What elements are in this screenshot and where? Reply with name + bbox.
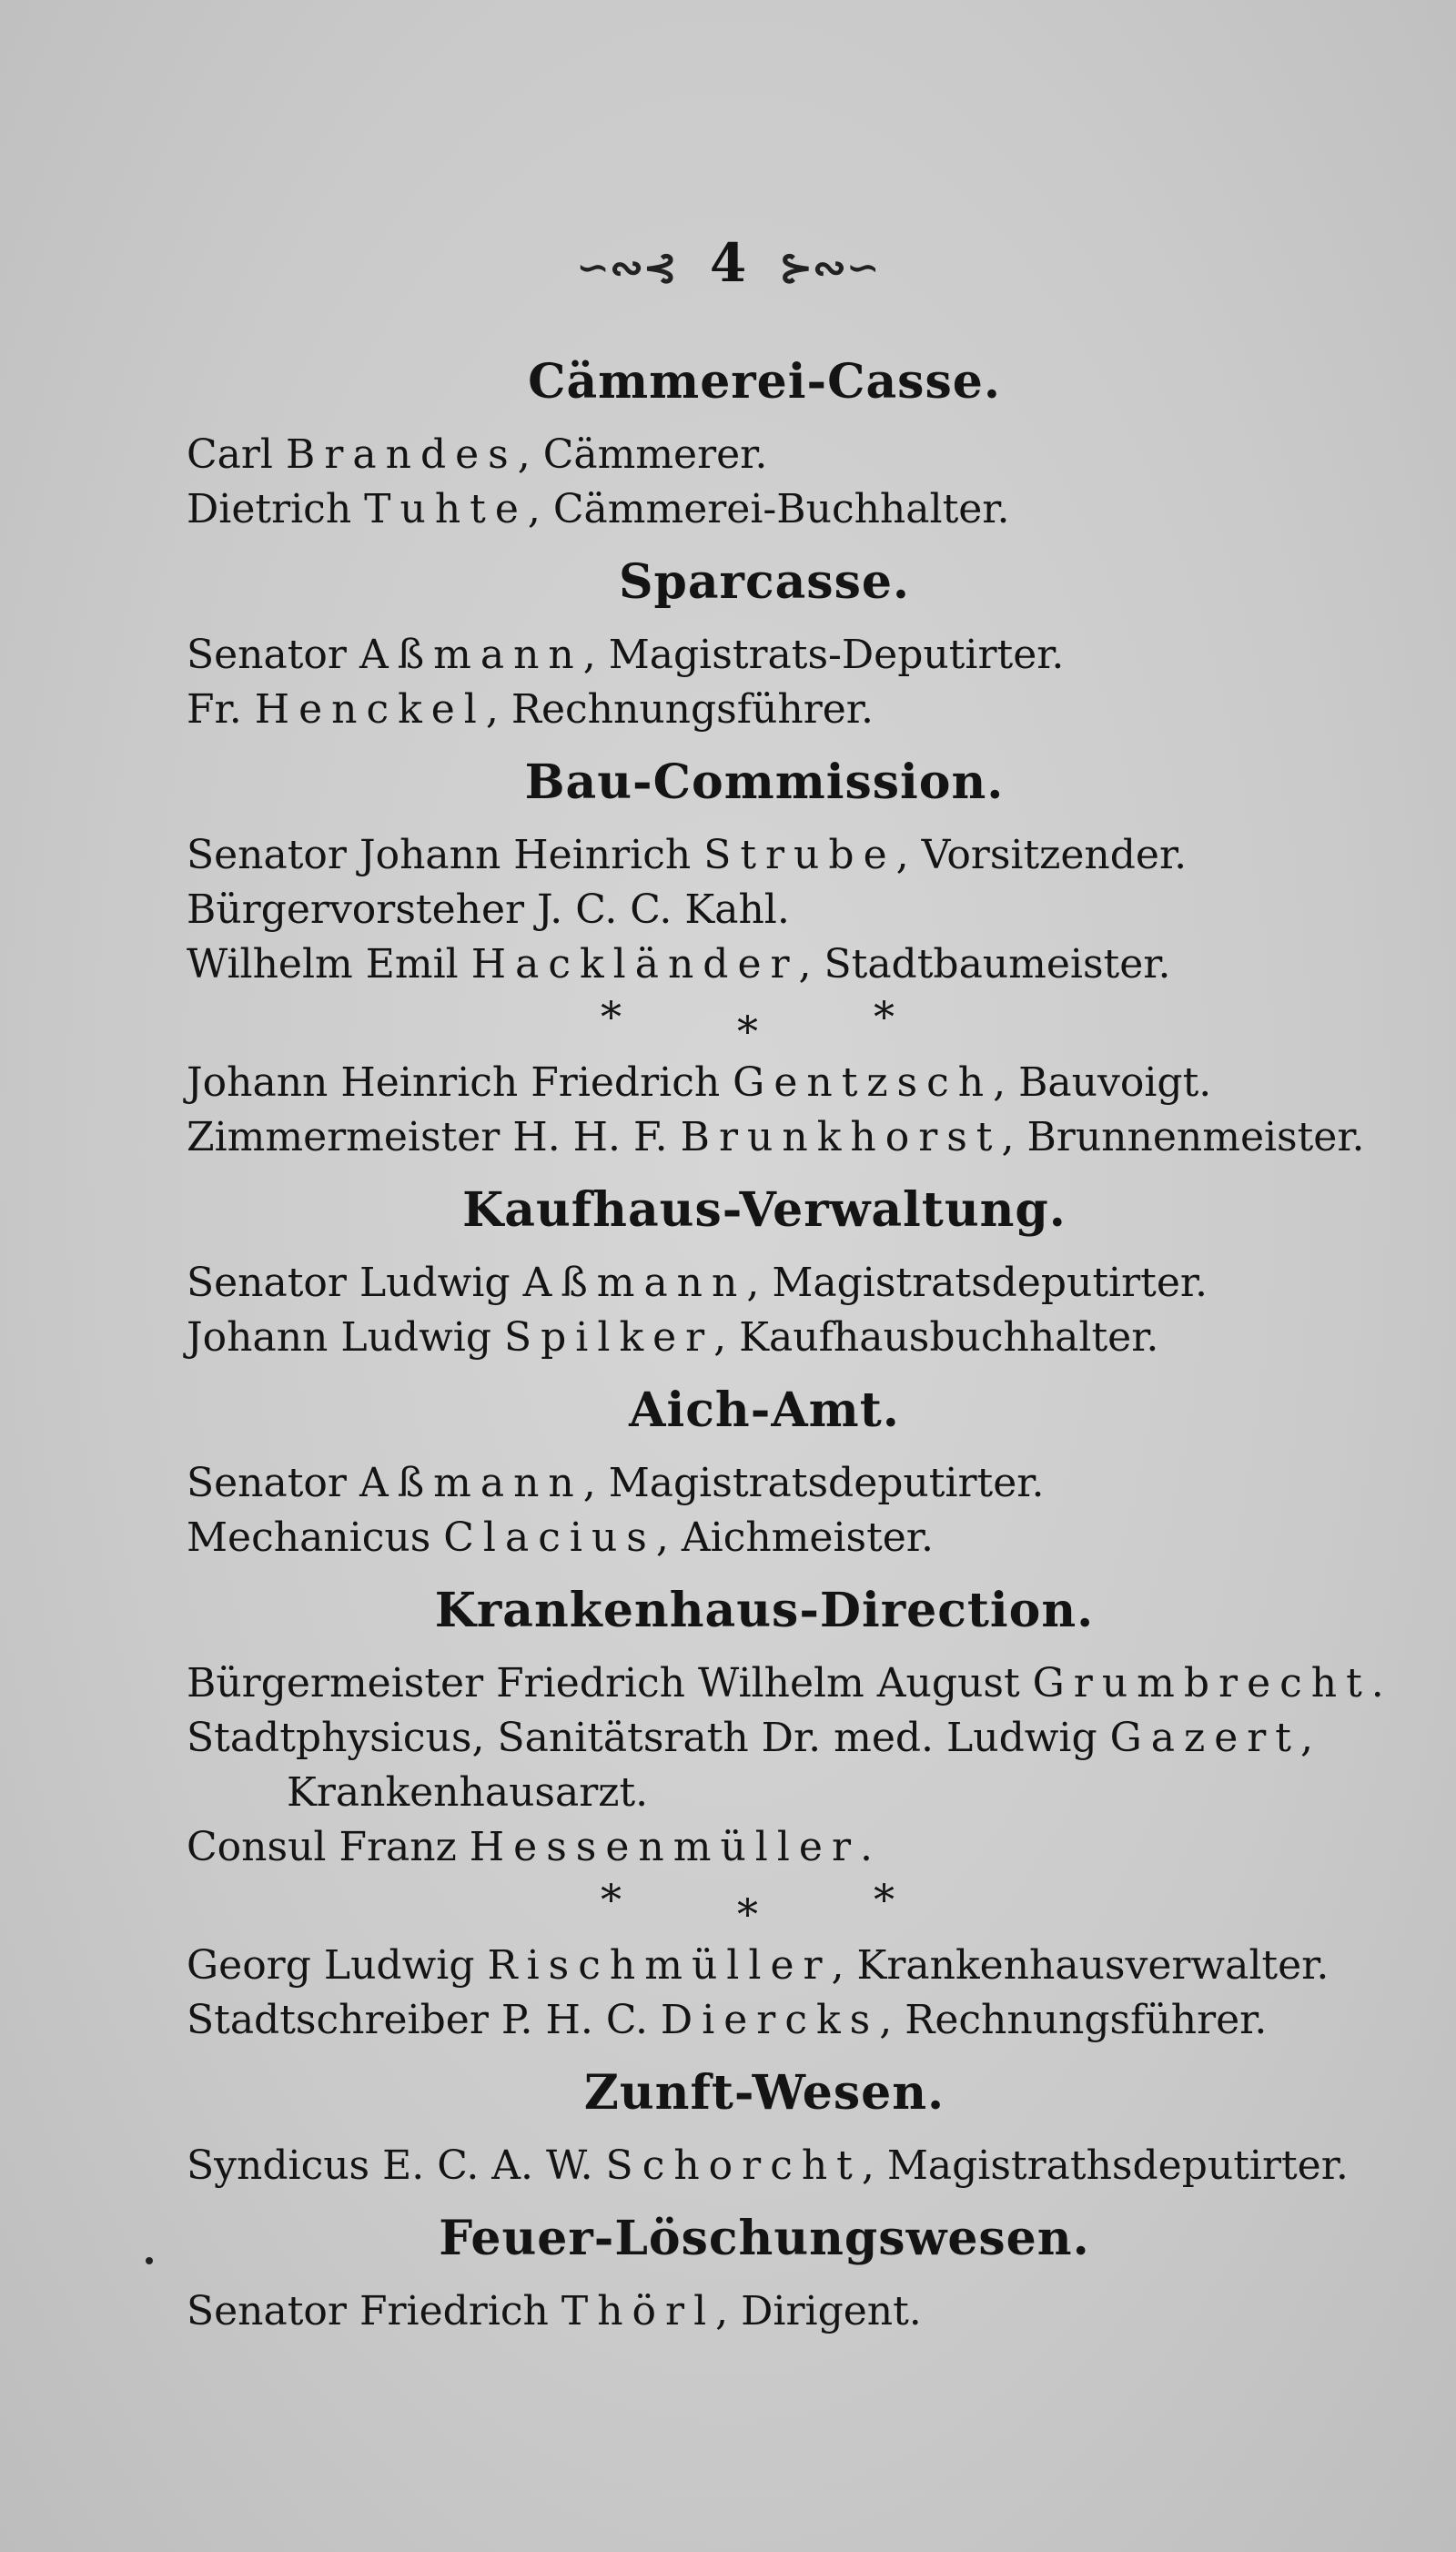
entry-role: , Magistrathsdeputirter. <box>861 2142 1349 2189</box>
entry-surname: Gazert <box>1109 1715 1300 1761</box>
entry-text: Bürgervorsteher J. C. C. Kahl. <box>187 886 790 933</box>
entry-surname: Brunkhorst <box>680 1114 1002 1160</box>
entry-text: Wilhelm Emil <box>187 941 471 987</box>
entry-role: , <box>1299 1715 1313 1761</box>
asterisk-mark: * <box>737 1889 758 1939</box>
entry-text: Dietrich <box>187 486 365 532</box>
entry-line <box>187 1110 1365 1165</box>
entry-text: Bürgermeister Friedrich Wilhelm August <box>187 1660 1033 1706</box>
entry-role: , Vorsitzender. <box>895 832 1188 878</box>
entry-role: , Stadtbaumeister. <box>798 941 1171 987</box>
section <box>187 2193 1342 2339</box>
entry-line <box>187 1939 1342 1993</box>
entry-surname: Tuhte <box>364 486 528 532</box>
entry-line <box>187 883 1342 937</box>
entry-text: Senator Friedrich <box>187 2288 561 2334</box>
entry-line <box>187 1311 1342 1365</box>
entry-role: , Magistrats-Deputirter. <box>582 632 1065 678</box>
entry-line <box>187 1766 1342 1820</box>
entry-line <box>187 1456 1342 1511</box>
entry-text: Fr. <box>187 686 255 733</box>
entry-text: Senator Johann Heinrich <box>187 832 704 878</box>
entry-role: , Magistratsdeputirter. <box>582 1460 1045 1506</box>
section-title: Zunft-Wesen. <box>583 2065 945 2121</box>
entry-text: Stadtschreiber P. H. C. <box>187 1997 661 2043</box>
section <box>187 537 1342 737</box>
entry-role: , Aichmeister. <box>655 1514 934 1561</box>
entry-line <box>187 1511 1342 1565</box>
section-title: Krankenhaus-Direction. <box>434 1583 1095 1638</box>
entry-text: Carl <box>187 431 286 478</box>
asterism <box>187 1875 1342 1939</box>
entry-role: , Cämmerer. <box>517 431 768 478</box>
entry-role: , Rechnungsführer. <box>879 1997 1268 2043</box>
entry-role: . <box>1370 1660 1384 1706</box>
entry-line <box>187 1256 1342 1311</box>
entry-surname: Henckel <box>254 686 486 733</box>
entry-line <box>187 628 1342 683</box>
entry-line <box>187 2139 1349 2193</box>
page-number: 4 <box>709 232 747 294</box>
section <box>187 1565 1384 2048</box>
entry-text: Stadtphysicus, Sanitätsrath Dr. med. Ludwig <box>187 1715 1110 1761</box>
entry-line <box>187 1993 1342 2048</box>
section <box>187 1365 1342 1565</box>
section <box>187 337 1342 537</box>
asterism <box>187 992 1342 1056</box>
asterisk-mark: * <box>874 1875 895 1924</box>
entry-surname: Strube <box>703 832 896 878</box>
ink-speck <box>146 2257 153 2264</box>
entry-line <box>187 1056 1342 1110</box>
entry-text: Consul Franz <box>187 1824 470 1870</box>
entry-surname: Aßmann <box>522 1260 747 1306</box>
page-header <box>0 232 1456 294</box>
entry-surname: Aßmann <box>359 1460 583 1506</box>
entry-surname: Aßmann <box>359 632 583 678</box>
entry-line <box>187 1711 1342 1766</box>
entry-line <box>187 1656 1384 1711</box>
entry-line <box>187 2284 1342 2339</box>
entry-text: Syndicus E. C. A. W. <box>187 2142 606 2189</box>
entry-role: . <box>860 1824 874 1870</box>
entry-surname: Diercks <box>660 1997 880 2043</box>
asterisk-mark: * <box>874 992 895 1041</box>
entry-text: Mechanicus <box>187 1514 444 1561</box>
ornament-right-icon: ⊱∾∽ <box>779 244 880 291</box>
entry-surname: Clacius <box>443 1514 656 1561</box>
section-title: Feuer-Löschungswesen. <box>439 2211 1090 2266</box>
entry-line <box>187 828 1342 883</box>
ornament-left-icon: ∽∾⊰ <box>576 244 677 291</box>
section-title: Cämmerei-Casse. <box>528 354 1001 410</box>
entry-role: , Kaufhausbuchhalter. <box>713 1314 1159 1361</box>
entry-text: Senator Ludwig <box>187 1260 523 1306</box>
section-title: Aich-Amt. <box>629 1382 900 1438</box>
document-body <box>187 337 1384 2339</box>
entry-role: , Cämmerei-Buchhalter. <box>527 486 1010 532</box>
entry-role: , Dirigent. <box>715 2288 922 2334</box>
entry-surname: Schorcht <box>605 2142 862 2189</box>
section-title: Bau-Commission. <box>524 754 1005 810</box>
entry-text: Zimmermeister H. H. F. <box>187 1114 681 1160</box>
entry-role: , Krankenhausverwalter. <box>831 1942 1330 1989</box>
entry-surname: Hackländer <box>470 941 799 987</box>
entry-text: Johann Heinrich Friedrich <box>187 1059 733 1106</box>
entry-text: Georg Ludwig <box>187 1942 488 1989</box>
entry-role: , Magistratsdeputirter. <box>746 1260 1208 1306</box>
section <box>187 737 1365 1165</box>
entry-line <box>187 482 1342 537</box>
entry-line <box>187 937 1342 992</box>
entry-surname: Gentzsch <box>733 1059 994 1106</box>
entry-role: , Rechnungsführer. <box>485 686 874 733</box>
entry-surname: Thörl <box>561 2288 716 2334</box>
entry-text: Senator <box>187 1460 359 1506</box>
entry-line <box>187 683 1342 737</box>
section <box>187 2048 1349 2193</box>
entry-text: Johann Ludwig <box>187 1314 504 1361</box>
entry-text: Senator <box>187 632 359 678</box>
section-title: Kaufhaus-Verwaltung. <box>462 1182 1067 1238</box>
asterisk-mark: * <box>737 1007 758 1056</box>
entry-surname: Rischmüller <box>487 1942 832 1989</box>
entry-surname: Grumbrecht <box>1032 1660 1371 1706</box>
entry-surname: Brandes <box>286 431 518 478</box>
section-title: Sparcasse. <box>618 554 911 610</box>
entry-text: Krankenhausarzt. <box>287 1769 649 1816</box>
entry-surname: Hessenmüller <box>469 1824 861 1870</box>
entry-line <box>187 1820 1342 1875</box>
entry-role: , Brunnenmeister. <box>1001 1114 1365 1160</box>
entry-role: , Bauvoigt. <box>993 1059 1212 1106</box>
entry-surname: Spilker <box>503 1314 714 1361</box>
asterisk-mark: * <box>601 1875 622 1924</box>
asterisk-mark: * <box>601 992 622 1041</box>
entry-line <box>187 428 1342 482</box>
section <box>187 1165 1342 1365</box>
